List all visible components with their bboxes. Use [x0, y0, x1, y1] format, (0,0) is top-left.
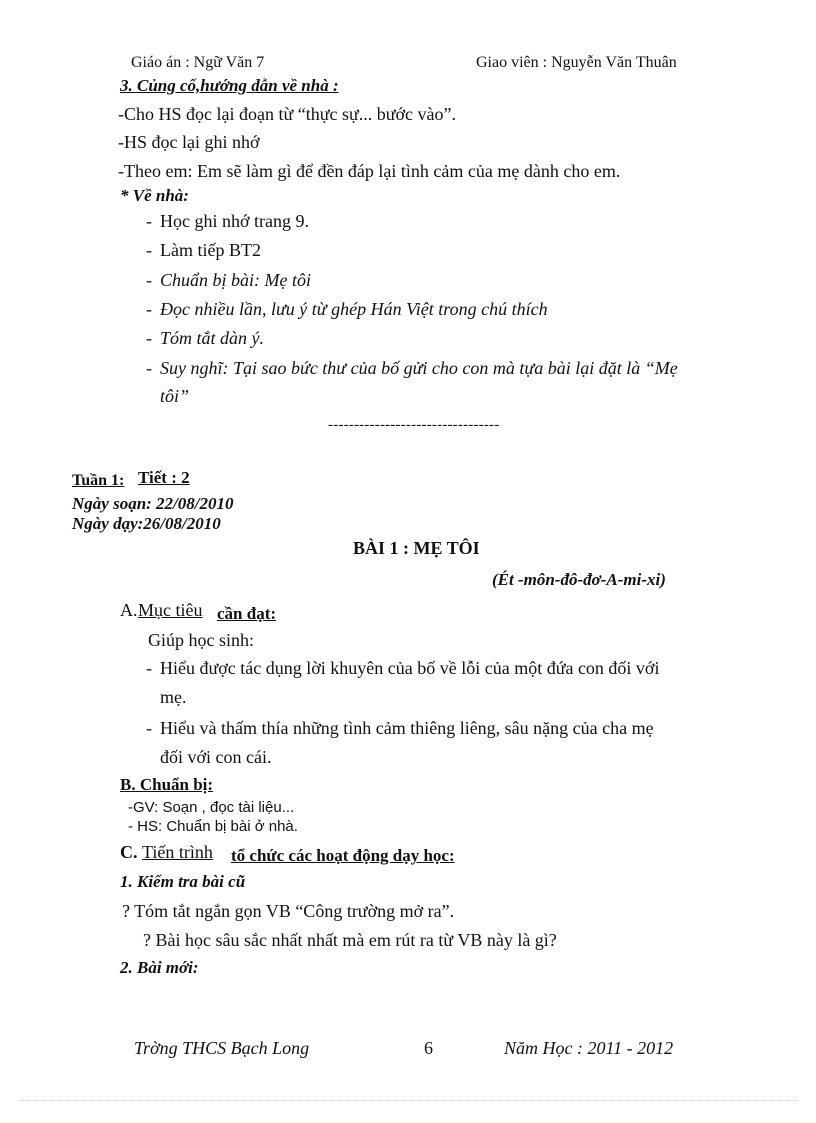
- section-3-title: 3. Củng cố,hướng dẫn về nhà :: [120, 76, 339, 95]
- homework-item-1: Học ghi nhớ trang 9.: [160, 211, 309, 231]
- section-a-title-b: cần đạt:: [217, 604, 277, 623]
- section-a-title-a: Mục tiêu: [138, 600, 203, 620]
- section-c-question-1: ? Tóm tắt ngắn gọn VB “Công trường mở ra”.: [122, 901, 455, 921]
- section-3-line-2: -HS đọc lại ghi nhớ: [118, 132, 260, 152]
- homework-item-4: Đọc nhiều lần, lưu ý từ ghép Hán Việt trong chú thích: [160, 299, 548, 319]
- footer-page-number: 6: [424, 1038, 433, 1058]
- week-label: Tuần 1:: [72, 472, 125, 489]
- homework-item-6-cont: tôi”: [160, 386, 190, 406]
- section-3-line-1: -Cho HS đọc lại đoạn từ “thực sự... bước vào”.: [118, 104, 456, 124]
- homework-title: * Về nhà:: [120, 186, 189, 205]
- section-b-line-1: -GV: Soạn , đọc tài liệu...: [128, 799, 295, 816]
- date-taught: Ngày dạy:26/08/2010: [72, 514, 221, 533]
- section-b-title: B. Chuẩn bị:: [120, 775, 214, 794]
- homework-dash-4: -: [146, 299, 152, 319]
- separator-line: ---------------------------------: [328, 417, 500, 433]
- section-c-question-2: ? Bài học sâu sắc nhất nhất mà em rút ra từ VB này là gì?: [143, 930, 557, 950]
- homework-dash-5: -: [146, 328, 152, 348]
- section-a-item-2: Hiểu và thấm thía những tình cảm thiêng liêng, sâu nặng của cha mẹ: [160, 718, 654, 738]
- lesson-author: (Ét -môn-đô-đơ-A-mi-xi): [492, 570, 666, 589]
- section-b-line-2: - HS: Chuẩn bị bài ở nhà.: [128, 818, 298, 835]
- footer-school: Trờng THCS Bạch Long: [134, 1038, 310, 1058]
- homework-dash-2: -: [146, 240, 152, 260]
- homework-item-3: Chuẩn bị bài: Mẹ tôi: [160, 270, 311, 290]
- section-c-sub-2: 2. Bài mới:: [120, 958, 199, 977]
- section-a-item-1: Hiểu được tác dụng lời khuyên của bố về lỗi của một đứa con đối với: [160, 658, 660, 678]
- homework-dash-6: -: [146, 358, 152, 378]
- section-a-prefix: A.: [120, 600, 138, 620]
- homework-item-6: Suy nghĩ: Tại sao bức thư của bố gửi cho con mà tựa bài lại đặt là “Mẹ: [160, 358, 678, 378]
- page-bottom-border: [20, 1100, 796, 1101]
- homework-dash-1: -: [146, 211, 152, 231]
- homework-dash-3: -: [146, 270, 152, 290]
- section-a-item-2-cont: đối với con cái.: [160, 747, 272, 767]
- header-left: Giáo án : Ngữ Văn 7: [131, 54, 265, 71]
- period-label: Tiết : 2: [138, 468, 190, 487]
- lesson-title: BÀI 1 : MẸ TÔI: [353, 538, 480, 558]
- homework-item-2: Làm tiếp BT2: [160, 240, 261, 260]
- homework-item-5: Tóm tắt dàn ý.: [160, 328, 265, 348]
- section-3-line-3: -Theo em: Em sẽ làm gì để đền đáp lại tình cảm của mẹ dành cho em.: [118, 161, 621, 181]
- date-prepared: Ngày soạn: 22/08/2010: [72, 494, 234, 513]
- section-c-title-b: tổ chức các hoạt động dạy học:: [231, 846, 455, 865]
- header-right: Giao viên : Nguyễn Văn Thuân: [476, 54, 677, 71]
- section-a-item-1-cont: mẹ.: [160, 687, 187, 707]
- section-c-prefix: C.: [120, 842, 138, 862]
- footer-school-year: Năm Học : 2011 - 2012: [504, 1038, 674, 1058]
- section-a-dash-1: -: [146, 658, 152, 678]
- section-a-dash-2: -: [146, 718, 152, 738]
- section-c-sub-1: 1. Kiểm tra bài cũ: [120, 872, 246, 891]
- section-a-intro: Giúp học sinh:: [148, 630, 254, 650]
- section-c-title-a: Tiến trình: [142, 842, 213, 862]
